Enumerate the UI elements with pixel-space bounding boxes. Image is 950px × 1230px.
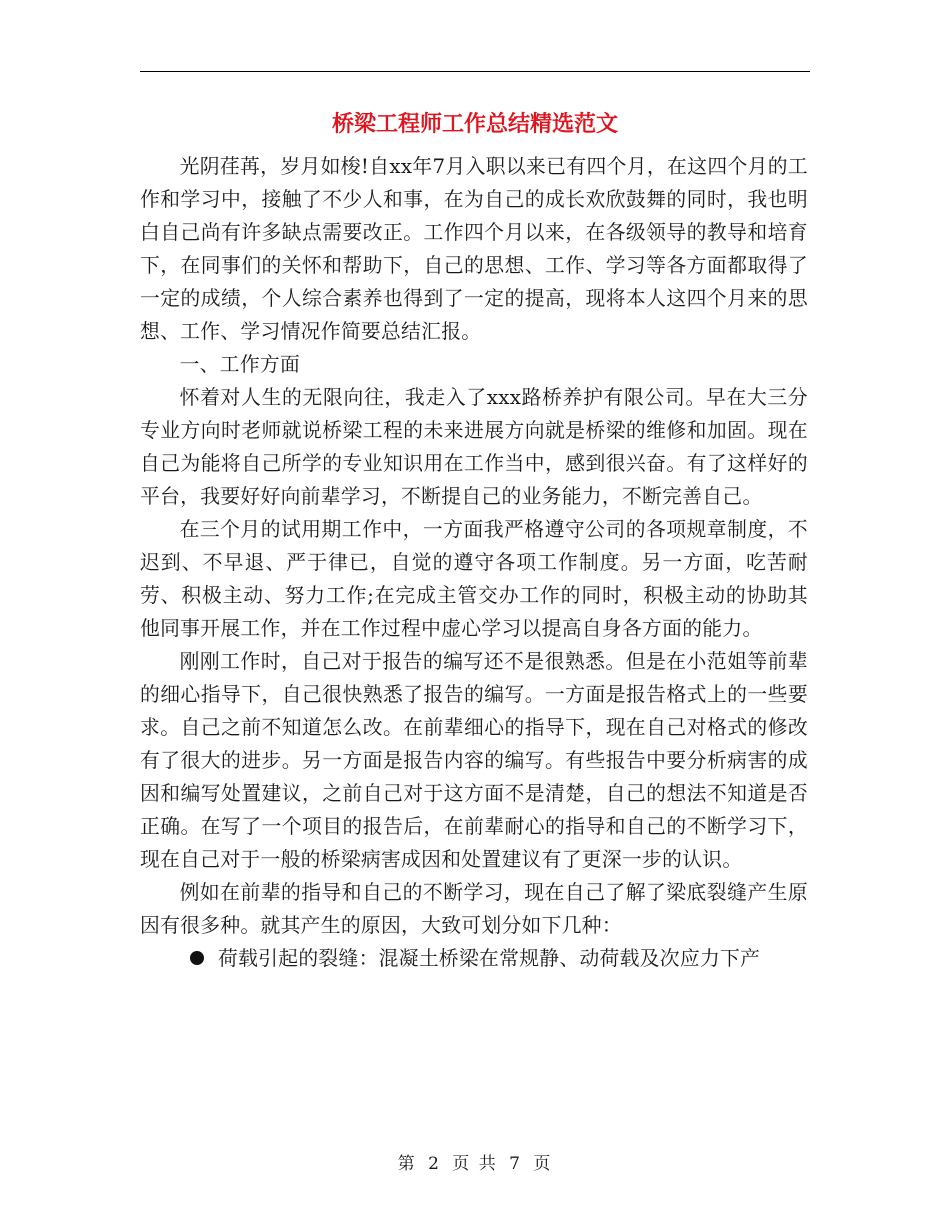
paragraph-probation: 在三个月的试用期工作中，一方面我严格遵守公司的各项规章制度，不迟到、不早退、严于律已，自觉的遵守各项工作制度。另一方面，吃苦耐劳、积极主动、努力工作;在完成主管交办工作的同时，积极主动的协助其他同事开展工作，并在工作过程中虚心学习以提高自身各方面的能力。 (140, 518, 808, 640)
document-body (140, 150, 808, 975)
bullet-item-text: 荷载引起的裂缝：混凝土桥梁在常规静、动荷载及次应力下产 (218, 947, 761, 970)
page-footer (140, 1152, 810, 1176)
paragraph-reports: 刚刚工作时，自己对于报告的编写还不是很熟悉。但是在小范姐等前辈的细心指导下，自己很快熟悉了报告的编写。一方面是报告格式上的一些要求。自己之前不知道怎么改。在前辈细心的指导下，现在自己对格式的修改有了很大的进步。另一方面是报告内容的编写。有些报告中要分析病害的成因和编写处置建议，之前自己对于这方面不是清楚，自己的想法不知道是否正确。在写了一个项目的报告后，在前辈耐心的指导和自己的不断学习下，现在自己对于一般的桥梁病害成因和处置建议有了更深一步的认识。 (140, 650, 808, 871)
footer-prefix: 第 (397, 1154, 417, 1174)
section-heading-work: 一、工作方面 (179, 353, 301, 376)
paragraph-cracks: 例如在前辈的指导和自己的不断学习，现在自己了解了梁底裂缝产生原因有很多种。就其产生的原因，大致可划分如下几种： (140, 881, 808, 937)
document-title: 桥梁工程师工作总结精选范文 (331, 112, 618, 137)
footer-page-number: 2 (428, 1154, 441, 1174)
header-rule (140, 71, 810, 72)
footer-suffix: 页 (533, 1154, 553, 1174)
paragraph-company: 怀着对人生的无限向往，我走入了xxx路桥养护有限公司。早在大三分专业方向时老师就说桥梁工程的未来进展方向就是桥梁的维修和加固。现在自己为能将自己所学的专业知识用在工作当中，感到很兴奋。有了这样好的平台，我要好好向前辈学习，不断提自己的业务能力，不断完善自己。 (140, 386, 808, 508)
footer-total-pages: 7 (509, 1154, 522, 1174)
footer-mid: 页 共 (452, 1154, 498, 1174)
bullet-dot-icon (190, 951, 204, 965)
bullet-item (140, 942, 808, 975)
paragraph-intro: 光阴荏苒，岁月如梭!自xx年7月入职以来已有四个月，在这四个月的工作和学习中，接触了不少人和事，在为自己的成长欢欣鼓舞的同时，我也明白自己尚有许多缺点需要改正。工作四个月以来，在各级领导的教导和培育下，在同事们的关怀和帮助下，自己的思想、工作、学习等各方面都取得了一定的成绩，个人综合素养也得到了一定的提高，现将本人这四个月来的思想、工作、学习情况作简要总结汇报。 (140, 155, 808, 343)
